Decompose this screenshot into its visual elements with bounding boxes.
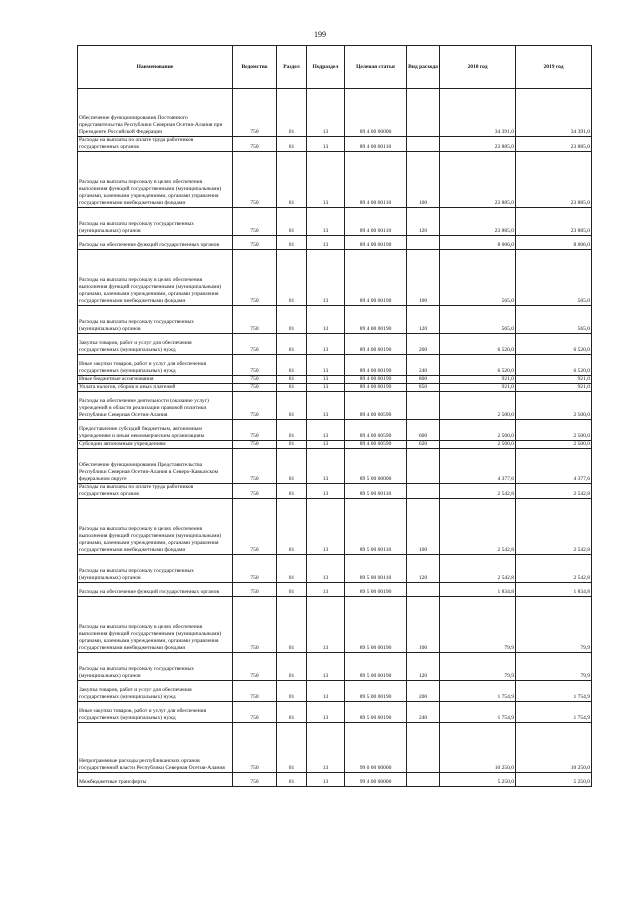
row-subsection: 13 — [307, 681, 345, 702]
row-target-article: 89 5 00 00110 — [345, 484, 407, 499]
row-amount-2019: 2 500,0 — [516, 392, 592, 420]
table-row — [78, 499, 592, 555]
row-amount-2018: 8 006,0 — [440, 236, 516, 250]
row-section: 01 — [277, 236, 307, 250]
header-expense-type: Вид расхода — [407, 46, 440, 89]
row-amount-2019: 2 542,8 — [516, 499, 592, 555]
row-amount-2019: 10 250,0 — [516, 723, 592, 773]
row-subsection: 13 — [307, 355, 345, 376]
row-target-article: 89 4 00 00190 — [345, 384, 407, 392]
row-section: 01 — [277, 89, 307, 137]
row-amount-2019: 565,0 — [516, 250, 592, 306]
row-name: Расходы на обеспечение деятельности (оказание услуг) учреждений в области реализации правовой политики Республики Северная Осетия-Алания — [78, 392, 233, 420]
row-target-article: 89 5 00 00190 — [345, 653, 407, 681]
row-name: Расходы на выплаты персоналу государственных (муниципальных) органов — [78, 306, 233, 334]
row-amount-2019: 2 542,8 — [516, 484, 592, 499]
table-row — [78, 152, 592, 208]
row-amount-2018: 23 885,0 — [440, 208, 516, 236]
row-expense-type — [407, 484, 440, 499]
table-row — [78, 420, 592, 441]
row-department: 750 — [233, 420, 277, 441]
row-amount-2019: 5 250,0 — [516, 773, 592, 787]
row-name: Расходы на выплаты персоналу государственных (муниципальных) органов — [78, 555, 233, 583]
table-row — [78, 449, 592, 484]
row-section: 01 — [277, 449, 307, 484]
row-target-article: 89 5 00 00110 — [345, 499, 407, 555]
row-amount-2018: 6 520,0 — [440, 355, 516, 376]
row-amount-2019: 23 885,0 — [516, 137, 592, 152]
row-section: 01 — [277, 499, 307, 555]
table-row — [78, 89, 592, 137]
row-expense-type: 120 — [407, 555, 440, 583]
row-department: 750 — [233, 392, 277, 420]
row-subsection: 13 — [307, 723, 345, 773]
row-name: Расходы на выплаты по оплате труда работников государственных органов — [78, 137, 233, 152]
row-section: 01 — [277, 441, 307, 449]
row-expense-type: 200 — [407, 334, 440, 355]
row-amount-2018: 565,0 — [440, 306, 516, 334]
row-amount-2018: 921,0 — [440, 384, 516, 392]
row-amount-2018: 2 500,0 — [440, 441, 516, 449]
table-row — [78, 384, 592, 392]
row-department: 750 — [233, 384, 277, 392]
row-department: 750 — [233, 499, 277, 555]
row-name: Непрограммные расходы республиканских органов государственной власти Республики Северная Осетия-Алания — [78, 723, 233, 773]
row-amount-2018: 4 377,6 — [440, 449, 516, 484]
row-subsection: 13 — [307, 236, 345, 250]
row-target-article: 99 4 00 00000 — [345, 773, 407, 787]
row-subsection: 13 — [307, 583, 345, 597]
row-section: 01 — [277, 392, 307, 420]
header-name: Наименование — [78, 46, 233, 89]
row-target-article: 89 5 00 00190 — [345, 702, 407, 723]
row-subsection: 13 — [307, 773, 345, 787]
row-amount-2019: 2 500,0 — [516, 441, 592, 449]
row-name: Иные закупки товаров, работ и услуг для обеспечения государственных (муниципальных) нужд — [78, 702, 233, 723]
row-expense-type: 100 — [407, 597, 440, 653]
row-department: 750 — [233, 152, 277, 208]
row-name: Обеспечение функционирования Представительства Республики Северная Осетия-Алания в Северо-Кавказском федеральном округе — [78, 449, 233, 484]
table-row — [78, 681, 592, 702]
row-expense-type: 800 — [407, 376, 440, 384]
table-row — [78, 484, 592, 499]
row-amount-2019: 1 754,9 — [516, 702, 592, 723]
row-subsection: 13 — [307, 152, 345, 208]
row-section: 01 — [277, 384, 307, 392]
row-expense-type: 240 — [407, 702, 440, 723]
row-department: 750 — [233, 376, 277, 384]
row-target-article: 89 4 00 00590 — [345, 392, 407, 420]
header-section: Раздел — [277, 46, 307, 89]
row-expense-type — [407, 449, 440, 484]
row-amount-2018: 1 754,9 — [440, 702, 516, 723]
row-section: 01 — [277, 152, 307, 208]
row-amount-2019: 79,9 — [516, 653, 592, 681]
row-target-article: 89 5 00 00110 — [345, 555, 407, 583]
row-name: Уплата налогов, сборов и иных платежей — [78, 384, 233, 392]
row-amount-2019: 4 377,6 — [516, 449, 592, 484]
row-target-article: 89 5 00 00190 — [345, 583, 407, 597]
row-amount-2019: 6 520,0 — [516, 355, 592, 376]
row-subsection: 13 — [307, 137, 345, 152]
row-name: Расходы на выплаты персоналу в целях обеспечения выполнения функций государственными (муниципальными) органами, казенными учреждениями, органами управления государственными внебюджетными фондами — [78, 597, 233, 653]
row-amount-2018: 2 542,8 — [440, 555, 516, 583]
table-header-row — [78, 46, 592, 89]
row-section: 01 — [277, 355, 307, 376]
row-subsection: 13 — [307, 653, 345, 681]
row-expense-type: 100 — [407, 499, 440, 555]
row-amount-2019: 2 542,8 — [516, 555, 592, 583]
row-amount-2019: 23 885,0 — [516, 208, 592, 236]
row-target-article: 89 5 00 00190 — [345, 597, 407, 653]
row-subsection: 13 — [307, 376, 345, 384]
row-department: 750 — [233, 355, 277, 376]
row-amount-2018: 1 834,8 — [440, 583, 516, 597]
row-department: 750 — [233, 137, 277, 152]
row-amount-2019: 565,0 — [516, 306, 592, 334]
row-amount-2018: 34 391,0 — [440, 89, 516, 137]
row-department: 750 — [233, 441, 277, 449]
row-target-article: 89 4 00 00110 — [345, 152, 407, 208]
row-amount-2018: 79,9 — [440, 597, 516, 653]
row-expense-type — [407, 89, 440, 137]
row-department: 750 — [233, 583, 277, 597]
row-expense-type — [407, 773, 440, 787]
row-subsection: 13 — [307, 441, 345, 449]
row-target-article: 89 4 00 00000 — [345, 89, 407, 137]
row-section: 01 — [277, 723, 307, 773]
table-row — [78, 653, 592, 681]
row-section: 01 — [277, 555, 307, 583]
row-expense-type — [407, 723, 440, 773]
row-subsection: 13 — [307, 420, 345, 441]
row-department: 750 — [233, 208, 277, 236]
row-section: 01 — [277, 376, 307, 384]
row-name: Расходы на выплаты персоналу государственных (муниципальных) органов — [78, 653, 233, 681]
row-department: 750 — [233, 597, 277, 653]
row-section: 01 — [277, 250, 307, 306]
header-year-2019: 2019 год — [516, 46, 592, 89]
row-department: 750 — [233, 89, 277, 137]
row-subsection: 13 — [307, 334, 345, 355]
row-section: 01 — [277, 597, 307, 653]
row-target-article: 89 4 00 00110 — [345, 137, 407, 152]
row-section: 01 — [277, 334, 307, 355]
row-subsection: 13 — [307, 392, 345, 420]
row-section: 01 — [277, 208, 307, 236]
header-department: Ведомство — [233, 46, 277, 89]
table-row — [78, 441, 592, 449]
row-name: Обеспечение функционирования Постоянного представительства Республики Северная Осетия-Алания при Президенте Российской Федерации — [78, 89, 233, 137]
row-name: Иные закупки товаров, работ и услуг для обеспечения государственных (муниципальных) нужд — [78, 355, 233, 376]
row-amount-2018: 23 885,0 — [440, 152, 516, 208]
row-subsection: 13 — [307, 250, 345, 306]
row-expense-type: 850 — [407, 384, 440, 392]
row-expense-type — [407, 583, 440, 597]
row-amount-2018: 2 500,0 — [440, 392, 516, 420]
row-department: 750 — [233, 484, 277, 499]
row-section: 01 — [277, 306, 307, 334]
row-amount-2018: 10 250,0 — [440, 723, 516, 773]
row-section: 01 — [277, 702, 307, 723]
row-amount-2018: 2 542,8 — [440, 484, 516, 499]
row-department: 750 — [233, 653, 277, 681]
row-section: 01 — [277, 420, 307, 441]
row-department: 750 — [233, 555, 277, 583]
table-row — [78, 306, 592, 334]
table-row — [78, 773, 592, 787]
row-name: Иные бюджетные ассигнования — [78, 376, 233, 384]
row-amount-2019: 79,9 — [516, 597, 592, 653]
table-row — [78, 583, 592, 597]
row-target-article: 89 4 00 00590 — [345, 420, 407, 441]
row-subsection: 13 — [307, 597, 345, 653]
row-expense-type — [407, 392, 440, 420]
row-section: 01 — [277, 653, 307, 681]
row-name: Расходы на выплаты персоналу в целях обеспечения выполнения функций государственными (муниципальными) органами, казенными учреждениями, органами управления государственными внебюджетными фондами — [78, 152, 233, 208]
row-target-article: 89 4 00 00190 — [345, 306, 407, 334]
row-amount-2018: 2 542,8 — [440, 499, 516, 555]
row-department: 750 — [233, 250, 277, 306]
row-department: 750 — [233, 236, 277, 250]
row-subsection: 13 — [307, 499, 345, 555]
row-name: Предоставление субсидий бюджетным, автономным учреждениям и иным некоммерческим организациям — [78, 420, 233, 441]
row-department: 750 — [233, 773, 277, 787]
table-row — [78, 376, 592, 384]
table-row — [78, 236, 592, 250]
row-section: 01 — [277, 773, 307, 787]
row-expense-type: 620 — [407, 441, 440, 449]
row-section: 01 — [277, 681, 307, 702]
row-amount-2018: 79,9 — [440, 653, 516, 681]
row-subsection: 13 — [307, 449, 345, 484]
row-amount-2019: 2 500,0 — [516, 420, 592, 441]
row-section: 01 — [277, 484, 307, 499]
row-target-article: 89 4 00 00190 — [345, 355, 407, 376]
row-amount-2018: 2 500,0 — [440, 420, 516, 441]
table-row — [78, 334, 592, 355]
header-subsection: Подраздел — [307, 46, 345, 89]
row-target-article: 89 4 00 00190 — [345, 250, 407, 306]
row-subsection: 13 — [307, 89, 345, 137]
row-section: 01 — [277, 583, 307, 597]
row-amount-2018: 23 885,0 — [440, 137, 516, 152]
row-target-article: 89 4 00 00110 — [345, 208, 407, 236]
row-expense-type: 120 — [407, 306, 440, 334]
row-department: 750 — [233, 449, 277, 484]
row-expense-type: 200 — [407, 681, 440, 702]
table-row — [78, 702, 592, 723]
row-name: Субсидии автономным учреждениям — [78, 441, 233, 449]
row-expense-type: 120 — [407, 653, 440, 681]
row-name: Расходы на выплаты по оплате труда работников государственных органов — [78, 484, 233, 499]
table-row — [78, 355, 592, 376]
header-target-article: Целевая статья — [345, 46, 407, 89]
row-expense-type: 100 — [407, 152, 440, 208]
row-amount-2019: 921,0 — [516, 376, 592, 384]
row-amount-2019: 8 006,0 — [516, 236, 592, 250]
row-amount-2018: 5 250,0 — [440, 773, 516, 787]
row-subsection: 13 — [307, 208, 345, 236]
row-department: 750 — [233, 723, 277, 773]
row-amount-2019: 6 520,0 — [516, 334, 592, 355]
table-row — [78, 392, 592, 420]
row-subsection: 13 — [307, 306, 345, 334]
row-expense-type — [407, 137, 440, 152]
table-row — [78, 250, 592, 306]
row-name: Расходы на выплаты персоналу государственных (муниципальных) органов — [78, 208, 233, 236]
row-department: 750 — [233, 681, 277, 702]
row-target-article: 89 5 00 00190 — [345, 681, 407, 702]
row-target-article: 89 5 00 00000 — [345, 449, 407, 484]
table-row — [78, 208, 592, 236]
row-name: Межбюджетные трансферты — [78, 773, 233, 787]
table-row — [78, 597, 592, 653]
row-name: Расходы на выплаты персоналу в целях обеспечения выполнения функций государственными (муниципальными) органами, казенными учреждениями, органами управления государственными внебюджетными фондами — [78, 499, 233, 555]
row-amount-2019: 1 834,8 — [516, 583, 592, 597]
page-number: 199 — [314, 30, 326, 39]
row-expense-type: 100 — [407, 250, 440, 306]
row-subsection: 13 — [307, 384, 345, 392]
row-amount-2019: 23 885,0 — [516, 152, 592, 208]
table-row — [78, 137, 592, 152]
row-amount-2018: 921,0 — [440, 376, 516, 384]
row-name: Закупка товаров, работ и услуг для обеспечения государственных (муниципальных) нужд — [78, 681, 233, 702]
row-amount-2019: 1 754,9 — [516, 681, 592, 702]
row-subsection: 13 — [307, 484, 345, 499]
row-subsection: 13 — [307, 555, 345, 583]
row-department: 750 — [233, 306, 277, 334]
row-name: Расходы на выплаты персоналу в целях обеспечения выполнения функций государственными (муниципальными) органами, казенными учреждениями, органами управления государственными внебюджетными фондами — [78, 250, 233, 306]
row-section: 01 — [277, 137, 307, 152]
row-target-article: 89 4 00 00190 — [345, 334, 407, 355]
row-target-article: 89 4 00 00190 — [345, 376, 407, 384]
row-name: Расходы на обеспечение функций государственных органов — [78, 583, 233, 597]
row-amount-2018: 565,0 — [440, 250, 516, 306]
row-expense-type: 240 — [407, 355, 440, 376]
row-amount-2019: 34 391,0 — [516, 89, 592, 137]
header-year-2018: 2018 год — [440, 46, 516, 89]
row-department: 750 — [233, 702, 277, 723]
row-target-article: 99 0 00 00000 — [345, 723, 407, 773]
row-expense-type — [407, 236, 440, 250]
row-department: 750 — [233, 334, 277, 355]
row-amount-2018: 1 754,9 — [440, 681, 516, 702]
table-row — [78, 555, 592, 583]
budget-table — [77, 45, 592, 787]
row-expense-type: 600 — [407, 420, 440, 441]
row-target-article: 89 4 00 00190 — [345, 236, 407, 250]
row-target-article: 89 4 00 00590 — [345, 441, 407, 449]
row-subsection: 13 — [307, 702, 345, 723]
row-name: Закупка товаров, работ и услуг для обеспечения государственных (муниципальных) нужд — [78, 334, 233, 355]
row-amount-2018: 6 520,0 — [440, 334, 516, 355]
row-amount-2019: 921,0 — [516, 384, 592, 392]
row-name: Расходы на обеспечение функций государственных органов — [78, 236, 233, 250]
row-expense-type: 120 — [407, 208, 440, 236]
table-row — [78, 723, 592, 773]
